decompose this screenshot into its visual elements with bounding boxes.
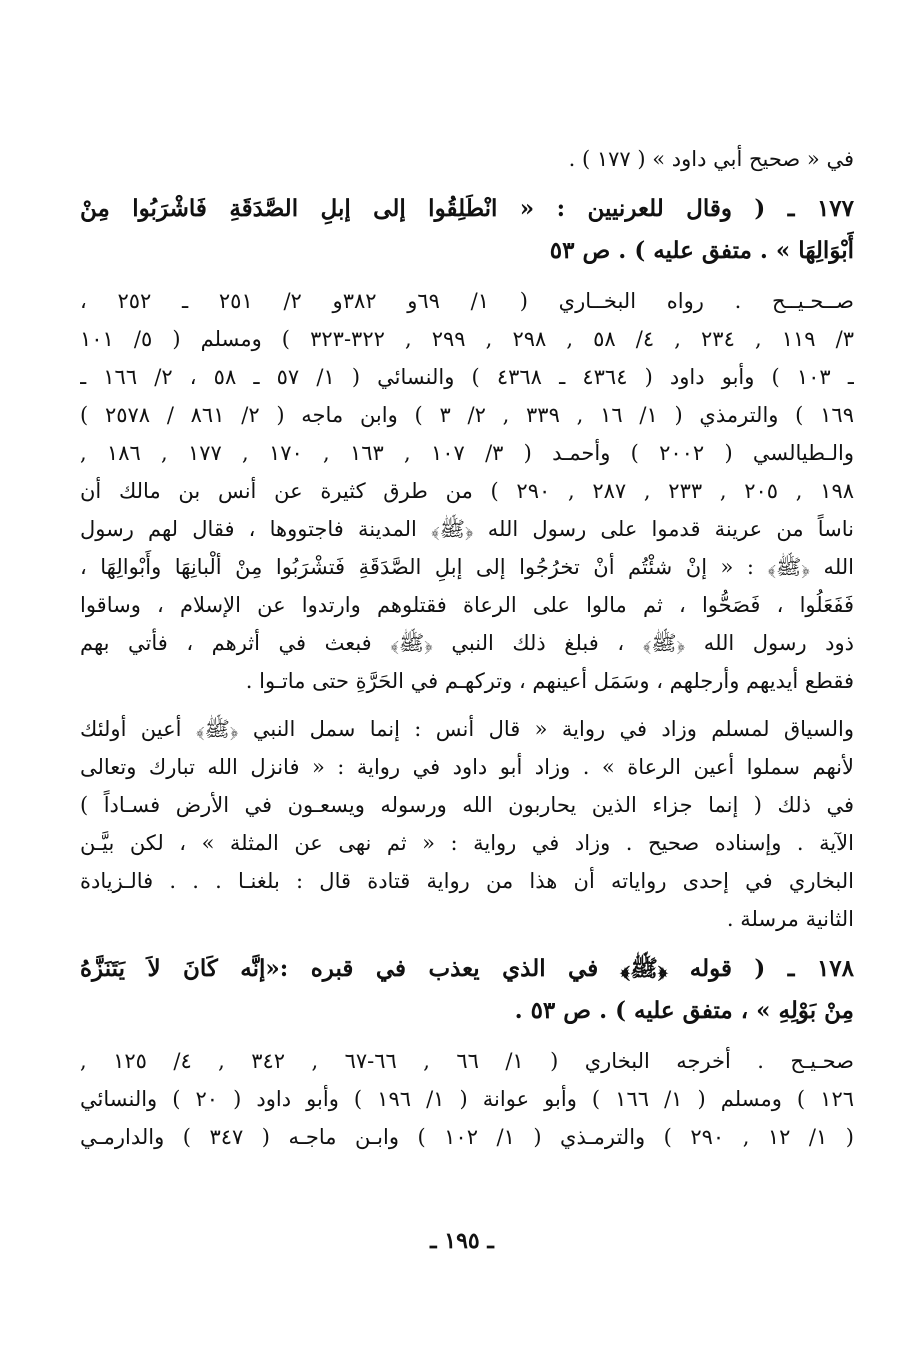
text-line: ١٢٦ ) ومسلم ( ١/ ١٦٦ ) وأبو عوانة ( ١/ ١٩٦ ) وأبو داود ( ٢٠ ) والنسائي <box>80 1087 854 1111</box>
text-line: فَفَعَلُوا ، فَصَحُّوا ، ثم مالوا على الرعاة فقتلوهم وارتدوا عن الإسلام ، وساقوا <box>80 593 854 617</box>
page-number: ـ ١٩٥ ـ <box>430 1228 494 1254</box>
takhrij-177-paragraph <box>80 282 854 700</box>
heading-line: أَبْوَالِهَا » . متفق عليه ) . ص ٥٣ <box>549 237 854 264</box>
text-line: في ذلك ( إنما جزاء الذين يحاربون الله ورسوله ويسعـون في الأرض فسـاداً ) <box>80 793 854 817</box>
text-line: البخاري في إحدى رواياته أن هذا من رواية قتادة قال : بلغنـا . . . فالـزيادة <box>80 869 854 893</box>
text-line: الثانية مرسلة . <box>726 907 854 931</box>
text-line: ( ١/ ١٢ , ٢٩٠ ) والترمـذي ( ١/ ١٠٢ ) وابـن ماجـه ( ٣٤٧ ) والدارمـي <box>80 1125 854 1149</box>
text-line: لأنهم سملوا أعين الرعاة » . وزاد أبو داود في رواية : « فانزل الله تبارك وتعالى <box>80 755 854 779</box>
text-line: صحـيـح . أخرجه البخاري ( ١/ ٦٦ , ٦٦-٦٧ , ٣٤٢ , ٤/ ١٢٥ , <box>80 1049 854 1073</box>
text-line: ـ ١٠٣ ) وأبو داود ( ٤٣٦٤ ـ ٤٣٦٨ ) والنسائي ( ١/ ٥٧ ـ ٥٨ ، ٢/ ١٦٦ ـ <box>80 365 854 389</box>
text-line: صــحـيــح . رواه البخــاري ( ١/ ٦٩و ٣٨٢و ٢/ ٢٥١ ـ ٢٥٢ ، <box>80 289 854 313</box>
hadith-177-heading <box>80 188 854 272</box>
takhrij-178-paragraph <box>80 1042 854 1156</box>
text-line: الله ﴿ﷺ﴾ : « إنْ شئْتُم أنْ تخرُجُوا إلى إبلِ الصَّدَقَةِ فَتشْرَبُوا مِنْ ألْبانِهَا وأَبْوالِهَا ، <box>80 555 854 579</box>
text-line: ١٩٨ , ٢٠٥ , ٢٣٣ , ٢٨٧ , ٢٩٠ ) من طرق كثيرة عن أنس بن مالك أن <box>80 479 854 503</box>
notes-177-paragraph <box>80 710 854 938</box>
heading-line: مِنْ بَوْلِهِ » ، متفق عليه ) . ص ٥٣ . <box>514 997 854 1024</box>
text-line: والسياق لمسلم وزاد في رواية « قال أنس : إنما سمل النبي ﴿ﷺ﴾ أعين أولئك <box>80 717 854 741</box>
text-line: ذود رسول الله ﴿ﷺ﴾ ، فبلغ ذلك النبي ﴿ﷺ﴾ فبعث في أثرهم ، فأتي بهم <box>80 631 854 655</box>
hadith-178-heading <box>80 948 854 1032</box>
heading-line: ١٧٧ ـ ( وقال للعرنيين : « انْطَلِقُوا إلى إبلِ الصَّدَقَةِ فَاشْرَبُوا مِنْ <box>80 195 854 222</box>
text-line: فقطع أيديهم وأرجلهم ، وسَمَل أعينهم ، وتركهـم في الحَرَّةِ حتى ماتـوا . <box>245 669 854 693</box>
text-line: والـطيالسي ( ٢٠٠٢ ) وأحمـد ( ٣/ ١٠٧ , ١٦٣ , ١٧٠ , ١٧٧ , ١٨٦ , <box>80 441 854 465</box>
text-line: في « صحيح أبي داود » ( ١٧٧ ) . <box>568 147 854 171</box>
carry-over-text <box>80 140 854 178</box>
heading-line: ١٧٨ ـ ( قوله ﴿ﷺ﴾ في الذي يعذب في قبره :«إنَّه كَانَ لاَ يَتَنَزَّهُ <box>80 955 854 982</box>
text-line: ٣/ ١١٩ , ٢٣٤ , ٤/ ٥٨ , ٢٩٨ , ٢٩٩ , ٣٢٢-٣٢٣ ) ومسلم ( ٥/ ١٠١ <box>80 327 854 351</box>
text-line: ناساً من عرينة قدموا على رسول الله ﴿ﷺ﴾ المدينة فاجتووها ، فقال لهم رسول <box>80 517 854 541</box>
text-line: الآية . وإسناده صحيح . وزاد في رواية : « ثم نهى عن المثلة » ، لكن بيَّـن <box>80 831 854 855</box>
text-line: ١٦٩ ) والترمذي ( ١/ ١٦ , ٣٣٩ , ٢/ ٣ ) وابن ماجه ( ٢/ ٨٦١ / ٢٥٧٨ ) <box>80 403 854 427</box>
